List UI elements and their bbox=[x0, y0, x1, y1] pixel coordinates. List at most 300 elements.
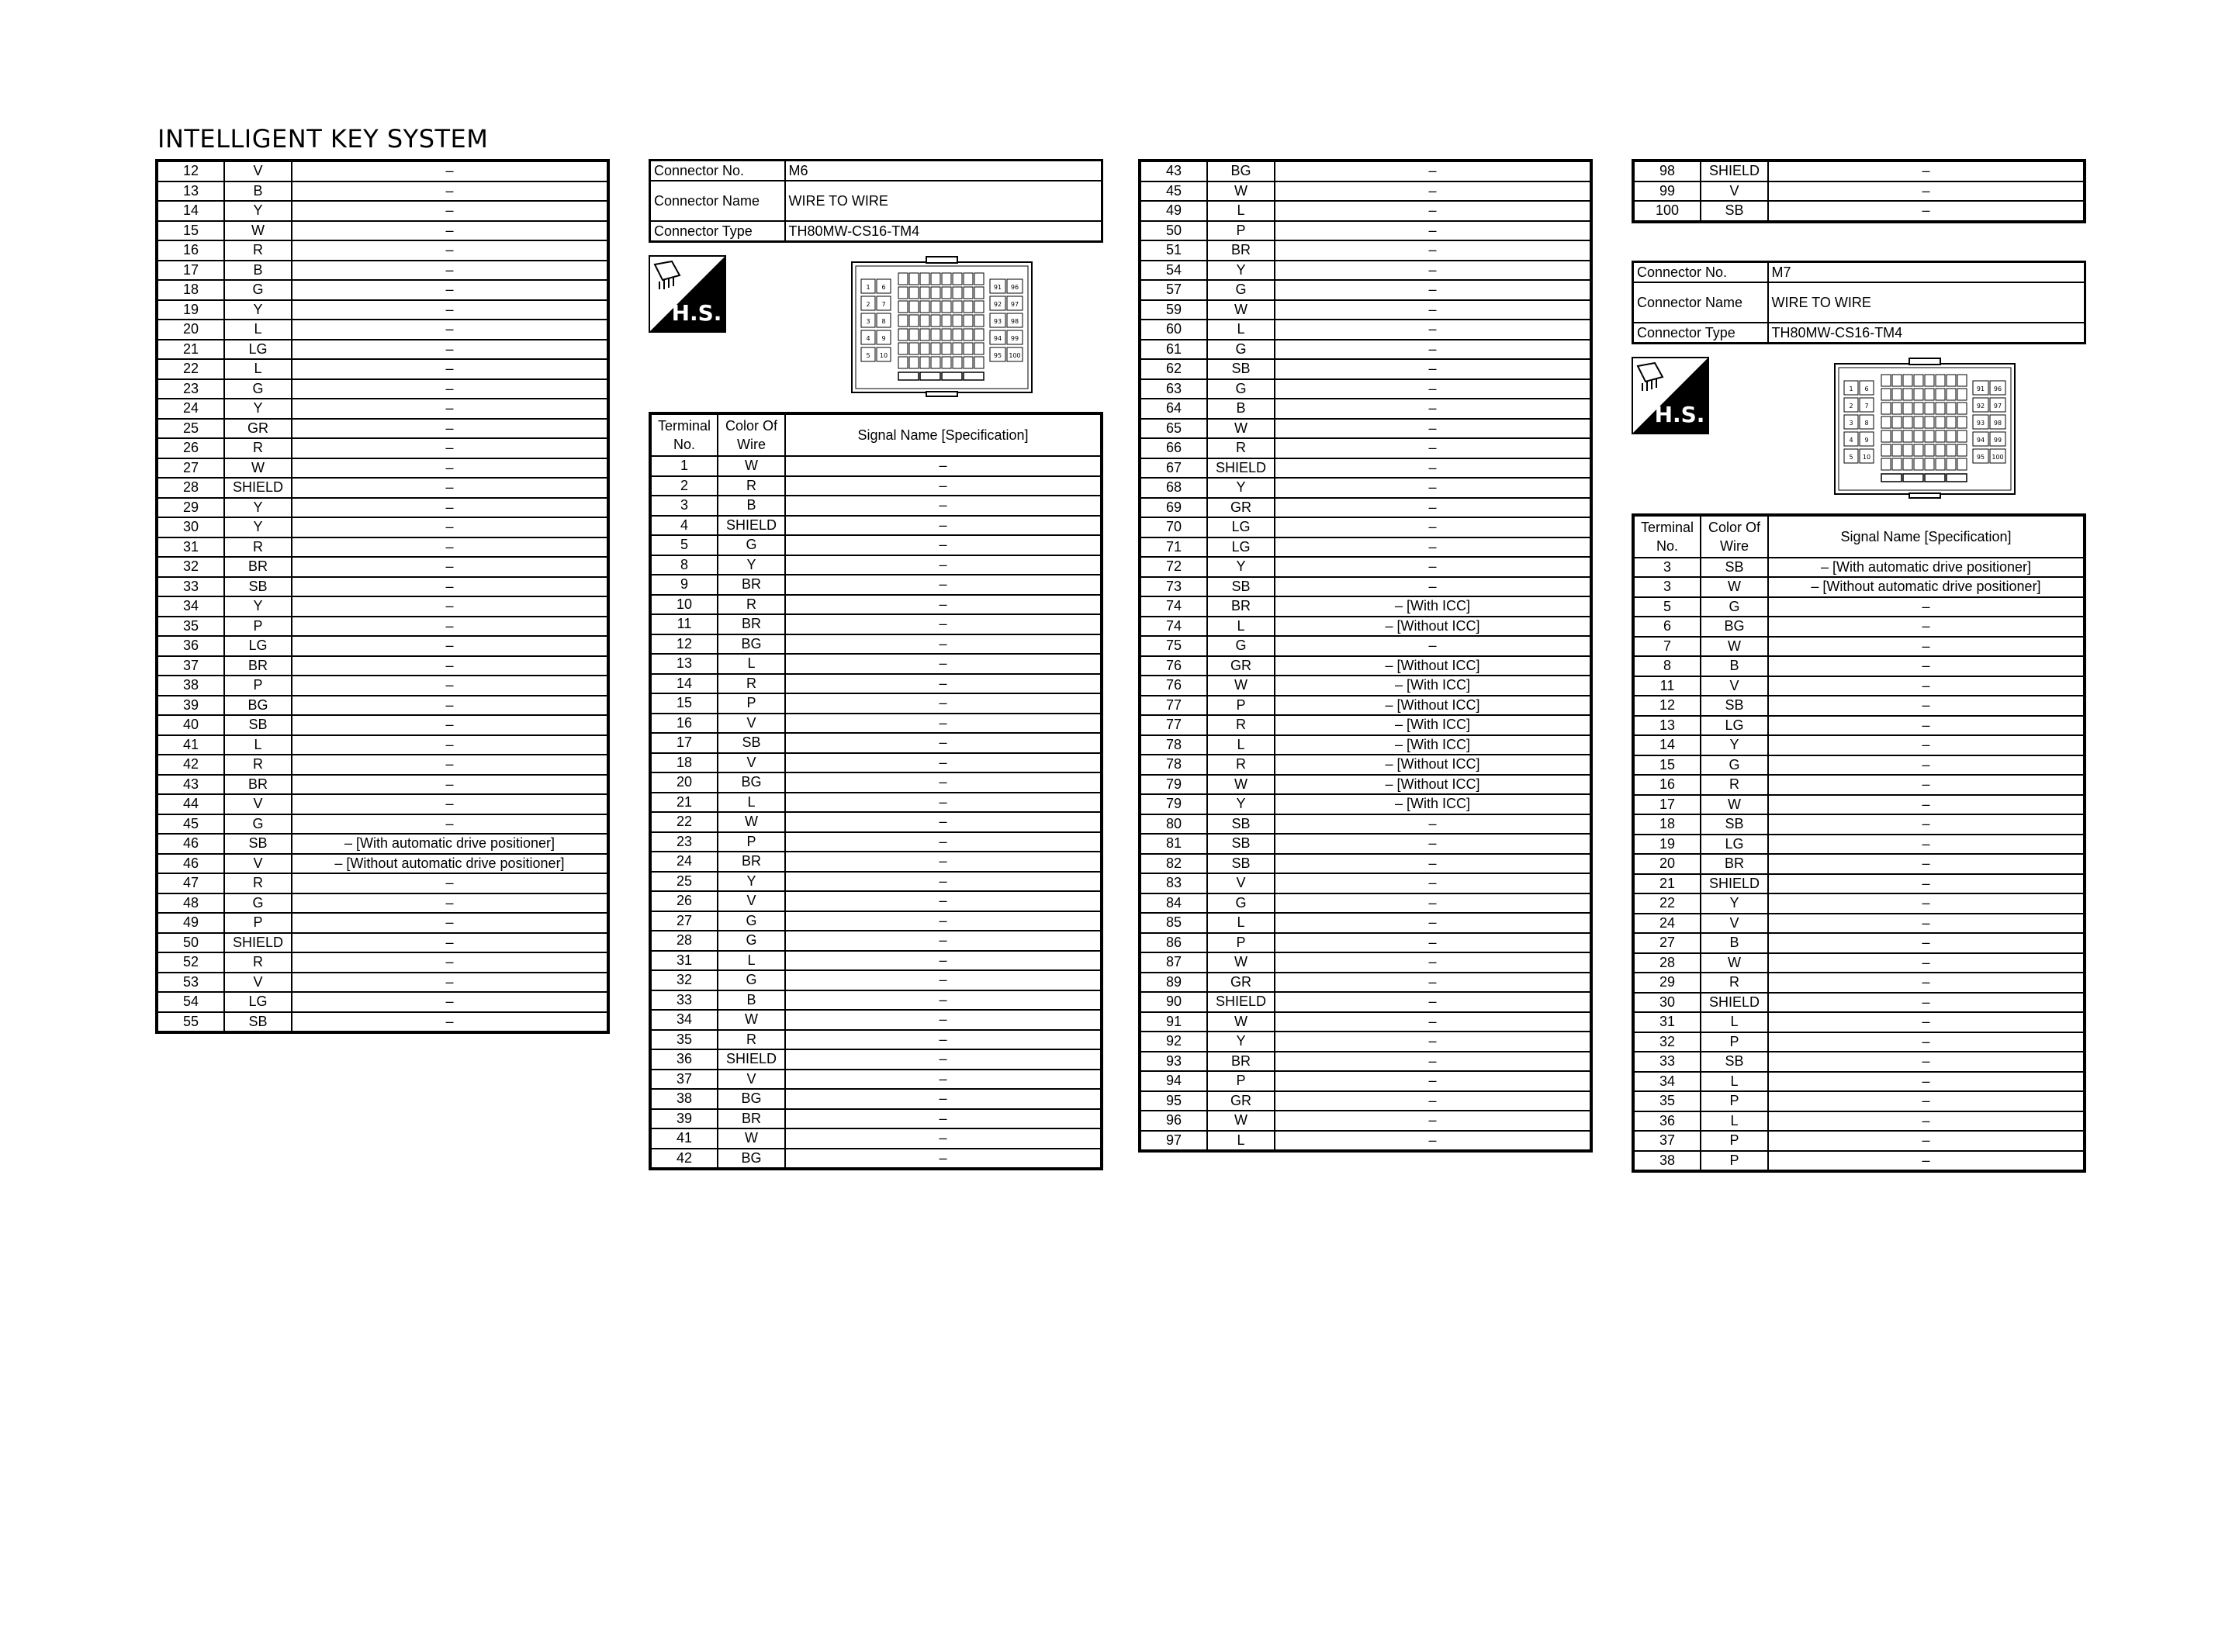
table-row bbox=[1140, 814, 1591, 835]
wire-color: BG bbox=[718, 634, 785, 655]
terminal-no: 13 bbox=[1633, 716, 1701, 736]
table-row bbox=[1140, 498, 1591, 518]
wire-color: SB bbox=[1701, 814, 1768, 835]
table-row bbox=[1140, 873, 1591, 893]
wire-color: GR bbox=[224, 419, 292, 439]
signal-name: – bbox=[785, 911, 1102, 931]
signal-name: – bbox=[292, 1012, 608, 1033]
table-row bbox=[1140, 438, 1591, 458]
table-row bbox=[157, 359, 608, 379]
signal-name: – bbox=[785, 990, 1102, 1011]
terminal-label: 91 bbox=[993, 284, 1002, 291]
terminal-cavity-small bbox=[1881, 430, 1891, 442]
signal-name: – bbox=[785, 535, 1102, 555]
signal-name: – [Without automatic drive positioner] bbox=[1768, 577, 2085, 597]
connector-diagram-area bbox=[649, 243, 1103, 412]
terminal-no: 35 bbox=[1633, 1091, 1701, 1111]
wire-color: Y bbox=[1207, 478, 1275, 498]
terminal-no: 11 bbox=[650, 614, 718, 634]
wire-color: W bbox=[718, 1128, 785, 1149]
terminal-cavity-small bbox=[1947, 389, 1956, 400]
signal-name: – bbox=[1768, 656, 2085, 676]
signal-name: – bbox=[292, 676, 608, 696]
wire-color: W bbox=[1207, 775, 1275, 795]
terminal-no: 95 bbox=[1140, 1091, 1207, 1111]
signal-name: – bbox=[1275, 992, 1591, 1012]
table-row bbox=[157, 320, 608, 340]
terminal-no: 44 bbox=[157, 794, 224, 814]
table-row bbox=[1140, 854, 1591, 874]
table-row bbox=[1633, 914, 2085, 934]
terminal-cavity-small bbox=[1892, 430, 1902, 442]
terminal-no: 93 bbox=[1140, 1052, 1207, 1072]
terminal-guide bbox=[920, 372, 940, 380]
signal-name: – [Without ICC] bbox=[1275, 656, 1591, 676]
terminal-cavity-small bbox=[898, 357, 908, 368]
wire-color: R bbox=[1701, 973, 1768, 993]
signal-name: – bbox=[292, 596, 608, 617]
wire-color: BR bbox=[718, 575, 785, 595]
signal-name: – bbox=[1768, 1131, 2085, 1151]
wire-color: B bbox=[224, 181, 292, 202]
signal-name: – bbox=[785, 1089, 1102, 1109]
signal-name: – bbox=[1275, 834, 1591, 854]
terminal-cavity-small bbox=[1903, 375, 1912, 386]
signal-name: – bbox=[1768, 893, 2085, 914]
wire-color: P bbox=[1701, 1131, 1768, 1151]
table-row bbox=[650, 793, 1102, 813]
terminal-cavity-small bbox=[931, 343, 940, 354]
terminal-cavity-small bbox=[1903, 416, 1912, 428]
signal-name: – bbox=[292, 240, 608, 261]
terminal-cavity-small bbox=[1947, 458, 1956, 470]
table-row bbox=[157, 577, 608, 597]
signal-name: – bbox=[785, 852, 1102, 872]
wire-color: V bbox=[718, 714, 785, 734]
connector-lock-top bbox=[1909, 358, 1940, 365]
terminal-no: 12 bbox=[650, 634, 718, 655]
terminal-no: 19 bbox=[157, 300, 224, 320]
terminal-no: 68 bbox=[1140, 478, 1207, 498]
terminal-cavity-small bbox=[909, 357, 919, 368]
terminal-cavity-small bbox=[909, 273, 919, 285]
terminal-cavity-small bbox=[920, 329, 929, 340]
table-row bbox=[157, 181, 608, 202]
signal-name: – bbox=[292, 636, 608, 656]
signal-name: – bbox=[1275, 537, 1591, 558]
wire-color: W bbox=[1701, 637, 1768, 657]
table-row bbox=[157, 240, 608, 261]
terminal-cavity-small bbox=[1957, 416, 1967, 428]
wire-color: W bbox=[1701, 795, 1768, 815]
terminal-cavity-small bbox=[974, 287, 984, 299]
wire-color: Y bbox=[1207, 1032, 1275, 1052]
wire-color: W bbox=[1207, 419, 1275, 439]
terminal-cavity-small bbox=[1892, 458, 1902, 470]
connector-no-value: M6 bbox=[785, 161, 1102, 181]
terminal-cavity-small bbox=[1936, 375, 1945, 386]
wire-color: P bbox=[1701, 1091, 1768, 1111]
table-row bbox=[157, 261, 608, 281]
terminal-no: 100 bbox=[1633, 201, 1701, 222]
terminal-no: 21 bbox=[157, 340, 224, 360]
terminal-no: 31 bbox=[650, 951, 718, 971]
terminal-guide bbox=[1881, 474, 1902, 482]
terminal-no: 22 bbox=[157, 359, 224, 379]
signal-name: – bbox=[785, 595, 1102, 615]
terminal-label: 92 bbox=[993, 301, 1002, 308]
signal-name: – bbox=[292, 696, 608, 716]
wire-color: G bbox=[1207, 379, 1275, 399]
signal-name: – [With ICC] bbox=[1275, 596, 1591, 617]
terminal-label: 8 bbox=[881, 318, 886, 325]
wire-color: BR bbox=[224, 557, 292, 577]
signal-name: – bbox=[1275, 1032, 1591, 1052]
wire-color: W bbox=[1207, 300, 1275, 320]
signal-name: – bbox=[785, 1030, 1102, 1050]
signal-name: – bbox=[1768, 973, 2085, 993]
wire-table bbox=[155, 159, 610, 1034]
table-row bbox=[1633, 1052, 2085, 1072]
terminal-no: 75 bbox=[1140, 636, 1207, 656]
signal-name: – bbox=[1768, 1032, 2085, 1052]
terminal-no: 23 bbox=[650, 832, 718, 852]
terminal-no: 25 bbox=[157, 419, 224, 439]
terminal-cavity-small bbox=[898, 343, 908, 354]
terminal-no: 9 bbox=[650, 575, 718, 595]
signal-name: – bbox=[785, 614, 1102, 634]
terminal-cavity-small bbox=[953, 273, 962, 285]
terminal-cavity-small bbox=[931, 273, 940, 285]
terminal-cavity-small bbox=[920, 315, 929, 327]
signal-name: – [Without ICC] bbox=[1275, 755, 1591, 775]
wire-color: BG bbox=[224, 696, 292, 716]
terminal-no: 6 bbox=[1633, 617, 1701, 637]
signal-name: – bbox=[785, 753, 1102, 773]
wire-color: SHIELD bbox=[1701, 874, 1768, 894]
connector-lock-bottom bbox=[926, 392, 957, 396]
signal-name: – bbox=[1768, 1052, 2085, 1072]
table-row bbox=[650, 1010, 1102, 1030]
terminal-no: 60 bbox=[1140, 320, 1207, 340]
terminal-no: 37 bbox=[650, 1070, 718, 1090]
signal-name: – bbox=[1275, 1131, 1591, 1152]
wire-color: Y bbox=[1207, 794, 1275, 814]
wire-color: L bbox=[1701, 1072, 1768, 1092]
terminal-label: 3 bbox=[1849, 419, 1853, 427]
wire-color: R bbox=[224, 755, 292, 775]
terminal-cavity-small bbox=[1881, 458, 1891, 470]
signal-name: – bbox=[785, 772, 1102, 793]
terminal-no: 99 bbox=[1633, 181, 1701, 202]
terminal-no: 72 bbox=[1140, 557, 1207, 577]
table-row bbox=[1140, 933, 1591, 953]
signal-name: – bbox=[1768, 835, 2085, 855]
signal-name: – bbox=[785, 693, 1102, 714]
terminal-no: 18 bbox=[157, 280, 224, 300]
terminal-label: 95 bbox=[993, 352, 1002, 359]
wire-color: SB bbox=[1207, 854, 1275, 874]
table-row bbox=[1633, 161, 2085, 181]
terminal-label: 94 bbox=[993, 335, 1002, 342]
terminal-cavity-small bbox=[1892, 444, 1902, 456]
table-row bbox=[650, 772, 1102, 793]
wire-color: BR bbox=[1701, 854, 1768, 874]
wire-color: V bbox=[224, 161, 292, 181]
signal-name: – bbox=[1275, 1071, 1591, 1091]
terminal-no: 26 bbox=[157, 438, 224, 458]
terminal-cavity-small bbox=[1881, 416, 1891, 428]
wire-color: R bbox=[1207, 755, 1275, 775]
wire-color: G bbox=[224, 280, 292, 300]
terminal-cavity-small bbox=[1903, 403, 1912, 414]
terminal-no: 1 bbox=[650, 456, 718, 476]
table-row bbox=[1140, 1111, 1591, 1131]
table-row bbox=[1140, 458, 1591, 479]
terminal-cavity-small bbox=[964, 287, 973, 299]
table-row bbox=[650, 832, 1102, 852]
table-row bbox=[157, 340, 608, 360]
terminal-label: 2 bbox=[866, 301, 870, 308]
table-row bbox=[650, 575, 1102, 595]
terminal-label: 99 bbox=[1010, 335, 1019, 342]
wire-color: W bbox=[1207, 952, 1275, 973]
terminal-no: 41 bbox=[650, 1128, 718, 1149]
terminal-no: 49 bbox=[157, 913, 224, 933]
terminal-cavity-small bbox=[1925, 430, 1934, 442]
table-row bbox=[1633, 795, 2085, 815]
wire-color: BG bbox=[1701, 617, 1768, 637]
terminal-cavity-small bbox=[974, 329, 984, 340]
signal-name: – bbox=[1768, 201, 2085, 222]
signal-name: – bbox=[292, 340, 608, 360]
wire-color: Y bbox=[718, 555, 785, 575]
wire-color: P bbox=[1701, 1151, 1768, 1172]
terminal-label: 6 bbox=[1864, 385, 1869, 392]
terminal-no: 45 bbox=[157, 814, 224, 835]
table-row bbox=[1633, 854, 2085, 874]
wire-color: R bbox=[1701, 775, 1768, 795]
terminal-no: 49 bbox=[1140, 201, 1207, 221]
table-row bbox=[1140, 399, 1591, 419]
signal-name: – bbox=[1768, 181, 2085, 202]
wire-color: BR bbox=[1207, 596, 1275, 617]
wire-color: SHIELD bbox=[224, 478, 292, 498]
terminal-no: 33 bbox=[650, 990, 718, 1011]
terminal-no: 28 bbox=[1633, 953, 1701, 973]
signal-name: – bbox=[1768, 914, 2085, 934]
signal-name: – bbox=[292, 399, 608, 419]
signal-name: – bbox=[292, 419, 608, 439]
wire-color: LG bbox=[224, 636, 292, 656]
table-row bbox=[1140, 973, 1591, 993]
terminal-cavity-small bbox=[1936, 416, 1945, 428]
terminal-cavity-small bbox=[1881, 375, 1891, 386]
wire-color: L bbox=[1701, 1012, 1768, 1032]
connector-type-value: TH80MW-CS16-TM4 bbox=[1768, 323, 2085, 344]
wire-color: BR bbox=[224, 656, 292, 676]
terminal-cavity-small bbox=[898, 301, 908, 313]
terminal-label: 10 bbox=[1862, 453, 1871, 461]
table-row bbox=[1140, 636, 1591, 656]
connector-info-m6 bbox=[649, 159, 1103, 243]
wire-color: W bbox=[224, 221, 292, 241]
signal-name: – bbox=[292, 735, 608, 755]
terminal-no: 50 bbox=[157, 933, 224, 953]
wire-color: GR bbox=[1207, 656, 1275, 676]
terminal-label: 97 bbox=[1010, 301, 1019, 308]
signal-name: – [With ICC] bbox=[1275, 715, 1591, 735]
terminal-no: 76 bbox=[1140, 676, 1207, 696]
table-row bbox=[1140, 419, 1591, 439]
wire-color: SB bbox=[1701, 1052, 1768, 1072]
terminal-cavity-small bbox=[974, 357, 984, 368]
wire-color: SB bbox=[224, 1012, 292, 1033]
table-row bbox=[1140, 517, 1591, 537]
terminal-label: 1 bbox=[866, 284, 870, 291]
table-row bbox=[1140, 478, 1591, 498]
wire-color: G bbox=[1207, 636, 1275, 656]
terminal-label: 93 bbox=[993, 318, 1002, 325]
signal-name: – bbox=[292, 617, 608, 637]
wire-color: SHIELD bbox=[1207, 458, 1275, 479]
terminal-no: 37 bbox=[1633, 1131, 1701, 1151]
wire-color: SB bbox=[1207, 814, 1275, 835]
terminal-no: 39 bbox=[157, 696, 224, 716]
wire-color: G bbox=[718, 535, 785, 555]
signal-name: – bbox=[1275, 478, 1591, 498]
wire-color: G bbox=[224, 814, 292, 835]
wire-color: GR bbox=[1207, 498, 1275, 518]
wire-color: Y bbox=[1207, 261, 1275, 281]
wire-color: B bbox=[718, 496, 785, 516]
terminal-no: 24 bbox=[1633, 914, 1701, 934]
wire-color: W bbox=[1701, 577, 1768, 597]
table-row bbox=[650, 733, 1102, 753]
terminal-cavity-small bbox=[909, 301, 919, 313]
terminal-no: 46 bbox=[157, 834, 224, 854]
terminal-cavity-small bbox=[1957, 403, 1967, 414]
terminal-label: 7 bbox=[1864, 402, 1869, 410]
signal-name: – bbox=[785, 891, 1102, 911]
wire-color: SHIELD bbox=[1207, 992, 1275, 1012]
signal-name: – bbox=[292, 359, 608, 379]
wire-color: B bbox=[1701, 656, 1768, 676]
wire-color: SB bbox=[1701, 558, 1768, 578]
signal-name: – bbox=[1275, 300, 1591, 320]
terminal-no: 13 bbox=[157, 181, 224, 202]
table-row bbox=[157, 893, 608, 914]
signal-name: – bbox=[1275, 419, 1591, 439]
terminal-cavity-small bbox=[942, 301, 951, 313]
terminal-no: 74 bbox=[1140, 596, 1207, 617]
terminal-cavity-small bbox=[920, 287, 929, 299]
signal-name: – bbox=[785, 872, 1102, 892]
table-row bbox=[1633, 775, 2085, 795]
table-row bbox=[1633, 1091, 2085, 1111]
signal-name: – bbox=[292, 992, 608, 1012]
wire-color: P bbox=[718, 832, 785, 852]
wire-color: P bbox=[224, 617, 292, 637]
signal-name: – bbox=[292, 577, 608, 597]
terminal-cavity-small bbox=[964, 343, 973, 354]
signal-name: – bbox=[1275, 498, 1591, 518]
terminal-cavity-small bbox=[1947, 403, 1956, 414]
table-row bbox=[1633, 735, 2085, 755]
table-row bbox=[1633, 814, 2085, 835]
table-row bbox=[650, 931, 1102, 951]
terminal-cavity-small bbox=[1903, 444, 1912, 456]
terminal-no: 48 bbox=[157, 893, 224, 914]
wire-color: L bbox=[1207, 201, 1275, 221]
table-row bbox=[650, 990, 1102, 1011]
table-row bbox=[650, 516, 1102, 536]
terminal-no: 53 bbox=[157, 973, 224, 993]
harness-side-icon bbox=[649, 255, 726, 333]
signal-name: – bbox=[1275, 557, 1591, 577]
wire-color-header: Color Of Wire bbox=[718, 413, 785, 456]
signal-name: – bbox=[785, 674, 1102, 694]
signal-name: – bbox=[785, 476, 1102, 496]
terminal-no: 98 bbox=[1633, 161, 1701, 181]
terminal-no: 15 bbox=[157, 221, 224, 241]
signal-name: – bbox=[1275, 359, 1591, 379]
terminal-no: 5 bbox=[650, 535, 718, 555]
terminal-no: 38 bbox=[157, 676, 224, 696]
terminal-no: 92 bbox=[1140, 1032, 1207, 1052]
table-row bbox=[157, 775, 608, 795]
table-row bbox=[157, 300, 608, 320]
table-row bbox=[650, 753, 1102, 773]
signal-name: – bbox=[1768, 1091, 2085, 1111]
terminal-cavity-small bbox=[974, 273, 984, 285]
wire-color-header: Color Of Wire bbox=[1701, 515, 1768, 558]
signal-name: – bbox=[785, 1128, 1102, 1149]
table-row bbox=[157, 636, 608, 656]
terminal-label: 100 bbox=[1009, 352, 1021, 359]
table-row bbox=[1633, 1111, 2085, 1132]
table-row bbox=[157, 834, 608, 854]
terminal-no: 34 bbox=[650, 1010, 718, 1030]
signal-name: – bbox=[1768, 1072, 2085, 1092]
wire-color: V bbox=[1701, 181, 1768, 202]
signal-name: – [Without automatic drive positioner] bbox=[292, 854, 608, 874]
terminal-no: 27 bbox=[157, 458, 224, 479]
terminal-cavity-small bbox=[964, 301, 973, 313]
table-row bbox=[1633, 716, 2085, 736]
terminal-cavity-small bbox=[953, 357, 962, 368]
table-row bbox=[650, 1030, 1102, 1050]
terminal-no: 65 bbox=[1140, 419, 1207, 439]
signal-name: – bbox=[785, 1109, 1102, 1129]
terminal-cavity-small bbox=[1925, 403, 1934, 414]
table-row bbox=[1140, 221, 1591, 241]
terminal-no: 45 bbox=[1140, 181, 1207, 202]
wire-color: Y bbox=[718, 872, 785, 892]
terminal-no: 42 bbox=[650, 1149, 718, 1170]
wire-color: BR bbox=[224, 775, 292, 795]
terminal-no: 13 bbox=[650, 654, 718, 674]
connector-name-value: WIRE TO WIRE bbox=[1768, 282, 2085, 323]
terminal-cavity-small bbox=[1947, 444, 1956, 456]
terminal-cavity-small bbox=[964, 273, 973, 285]
signal-name: – bbox=[1275, 517, 1591, 537]
terminal-no: 20 bbox=[1633, 854, 1701, 874]
wire-color: V bbox=[718, 753, 785, 773]
signal-name: – bbox=[292, 498, 608, 518]
terminal-cavity-small bbox=[898, 329, 908, 340]
terminal-no: 70 bbox=[1140, 517, 1207, 537]
